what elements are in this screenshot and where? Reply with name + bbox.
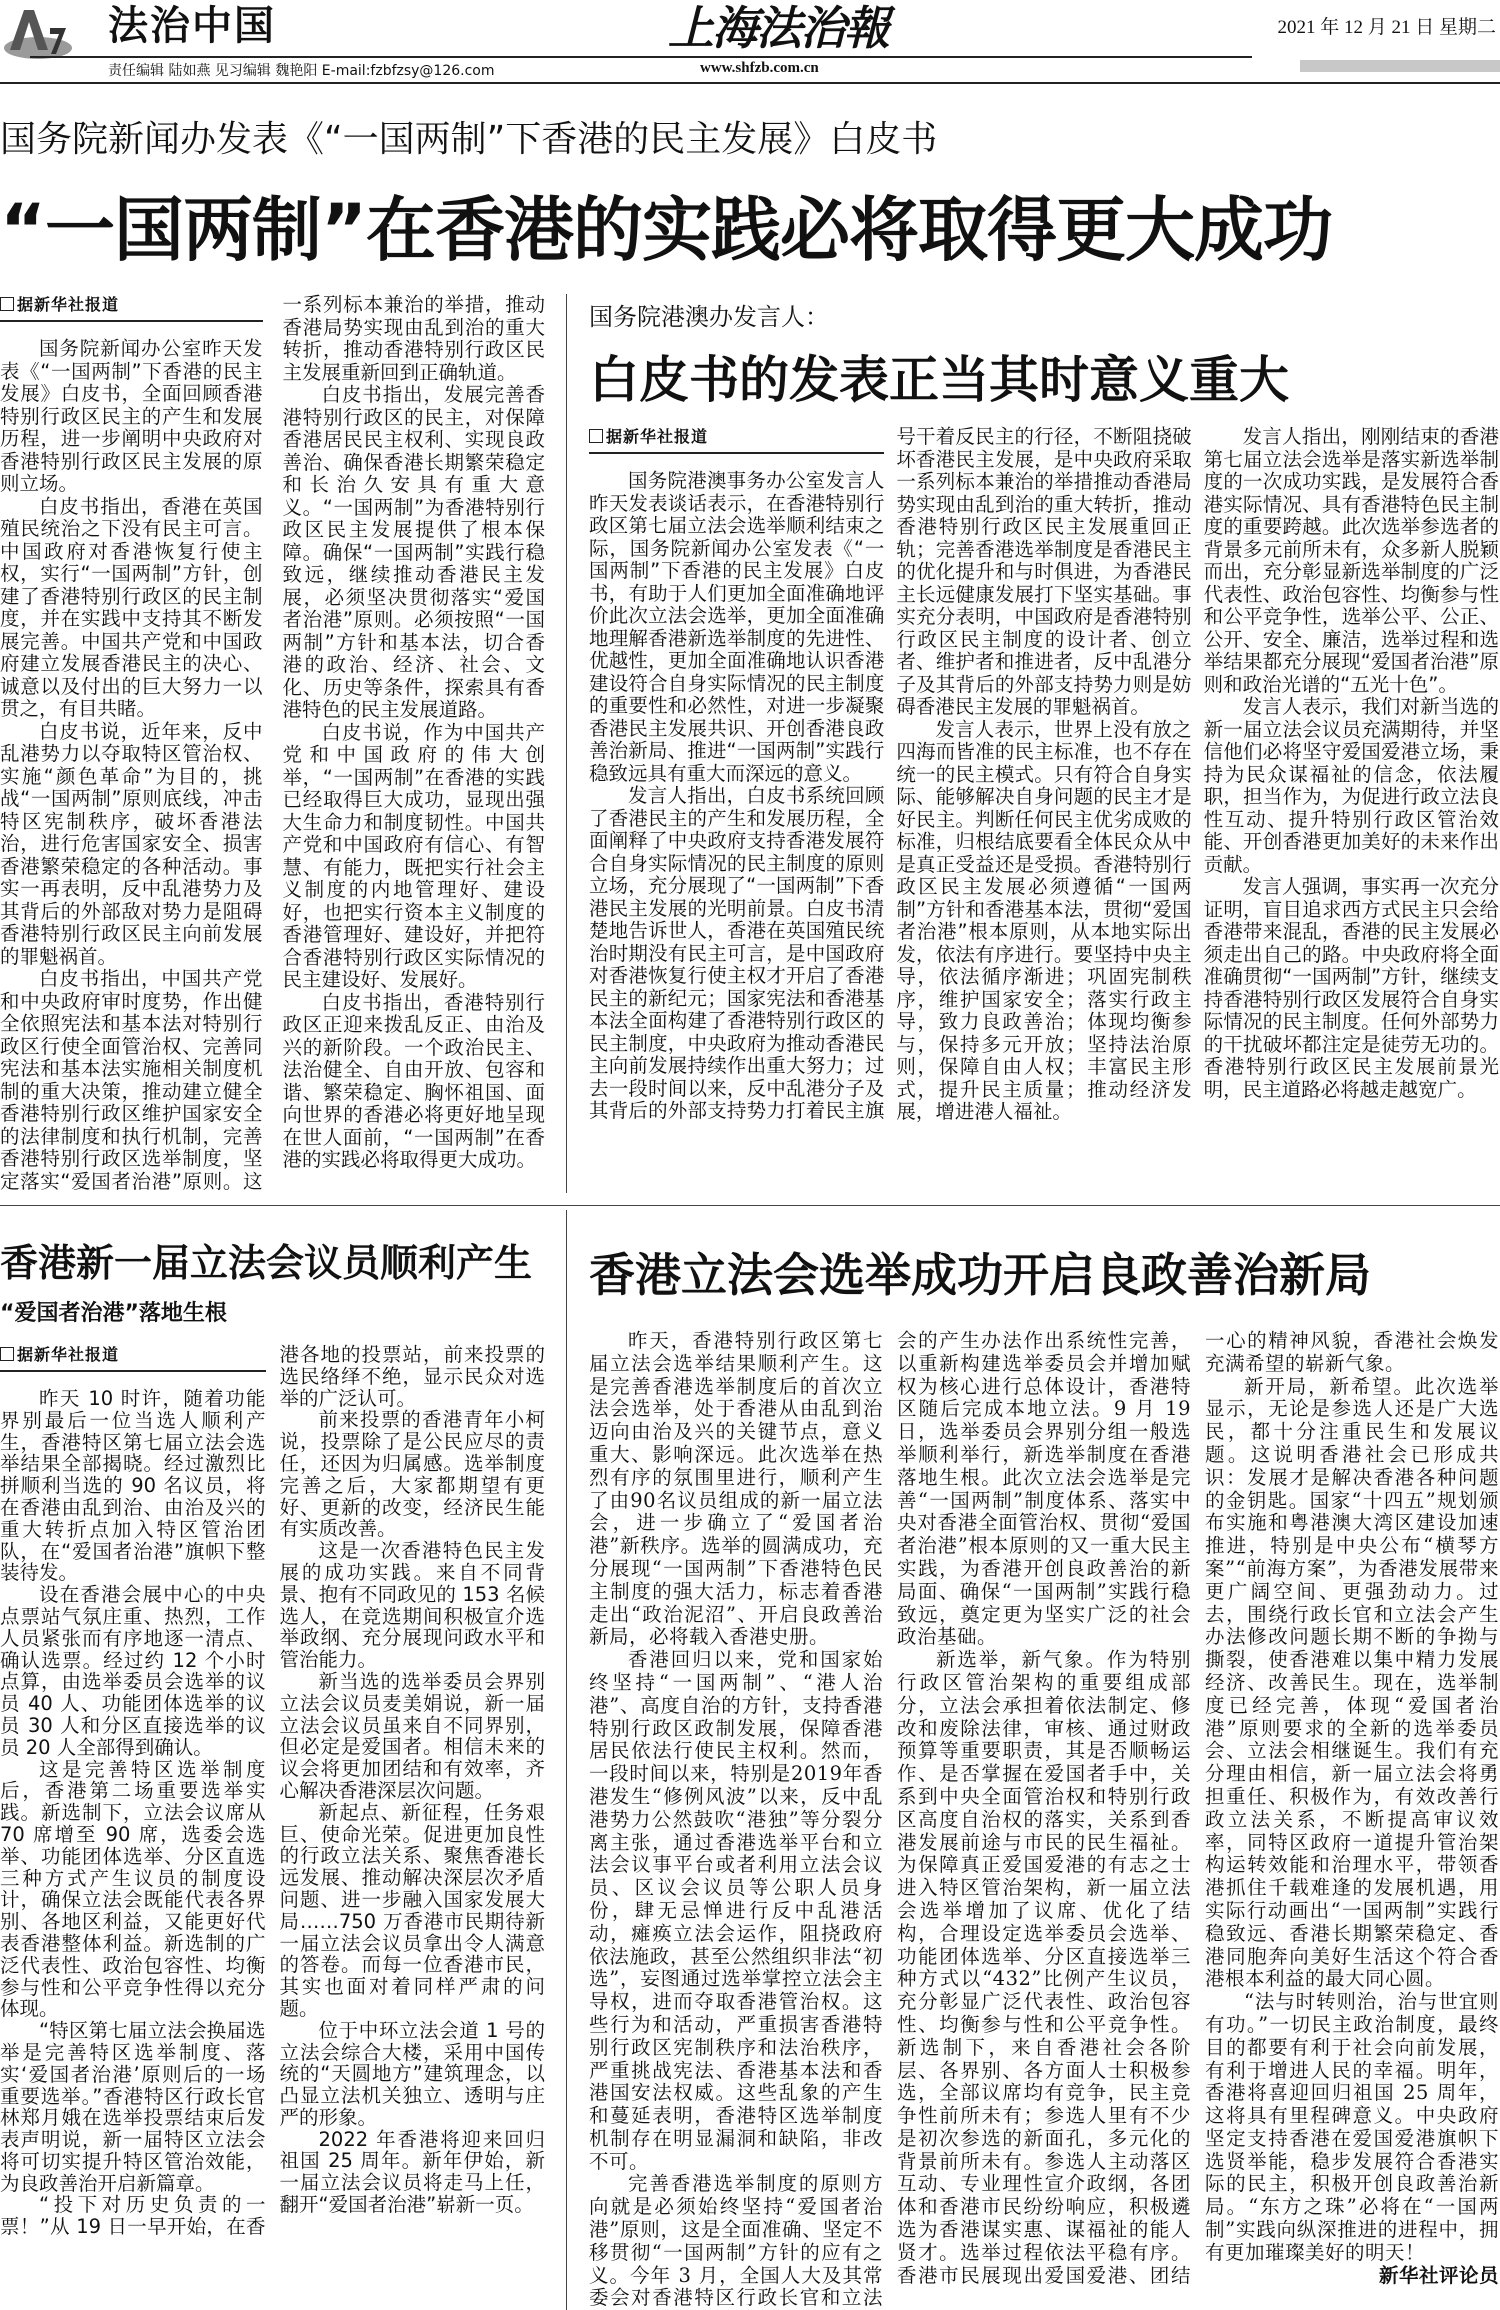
paragraph: 位于中环立法会道 1 号的立法会综合大楼，采用中国传统的“天圆地方”建筑理念，以凸显立法机关独立、透明与庄严的形象。	[279, 2018, 545, 2129]
byline-text: 据新华社报道	[17, 1345, 120, 1364]
author-signature: 新华社评论员	[1378, 2263, 1499, 2287]
header-rule-bottom	[0, 82, 1500, 84]
paragraph: 白皮书说，作为中国共产党和中国政府的伟大创举，“一国两制”在香港的实践已经取得巨大成功，显现出强大生命力和制度韧性。中国共产党和中国政府有信心、有智慧、有能力，既把实行社会主义制度的内地管理好、建设好，也把实行资本主义制度的香港管理好、建设好，并把符合香港特别行政区实际情况的民主建设好、发展好。	[282, 720, 545, 991]
column-divider	[566, 1210, 567, 2310]
legco-article	[0, 1210, 545, 2238]
section-name: 法治中国	[108, 3, 276, 49]
spokesperson-article	[589, 294, 1499, 1124]
website-url: www.shfzb.com.cn	[700, 60, 819, 76]
legco-subhead: “爱国者治港”落地生根	[0, 1301, 227, 1326]
paragraph: 前来投票的香港青年小柯说，投票除了是公民应尽的责任，还因为归属感。选举制度完善之后，大家都期望有更好、更新的改变，经济民生能有实质改善。	[279, 1408, 545, 1541]
square-icon	[0, 1347, 14, 1361]
byline	[0, 294, 263, 322]
legco-article-body	[0, 1344, 545, 2238]
paragraph: 白皮书说，近年来，反中乱港势力以夺取特区管治权、实施“颜色革命”为目的，挑战“一国两制”原则底线，冲击特区宪制秩序，破坏香港法治，进行危害国家安全、损害香港繁荣稳定的各种活动。事实一再表明，反中乱港势力及其背后的外部敌对势力是阻碍香港特别行政区民主向前发展的罪魁祸首。	[0, 719, 263, 968]
paragraph: 国务院港澳事务办公室发言人昨天发表谈话表示，在香港特别行政区第七届立法会选举顺利结束之际，国务院新闻办公室发表《“一国两制”下香港的民主发展》白皮书，有助于人们更加全面准确地评价此次立法会选举，更加全面准确地理解香港新选举制度的先进性、优越性，更加全面准确地认识香港建设符合自身实际情况的民主制度的重要性和必然性，对进一步凝聚香港民主发展共识、开创香港良政善治新局、推进“一国两制”实践行稳致远具有重大而深远的意义。	[589, 469, 885, 785]
commentary-article-body	[589, 1330, 1499, 2310]
paragraph: 新起点、新征程，任务艰巨、使命光荣。促进更加良性的行政立法关系、聚焦香港长远发展、推动解决深层次矛盾问题、进一步融入国家发展大局……750 万香港市民期待新一届立法会议员拿出令人满意的答卷。而每一位香港市民，其实也面对着同样严肃的问题。	[279, 1800, 545, 2020]
page-header	[0, 0, 1500, 90]
newspaper-masthead: 上海法治報	[668, 1, 888, 55]
commentary-article	[589, 1210, 1499, 2310]
paragraph: 发言人表示，我们对新当选的新一届立法会议员充满期待，并坚信他们必将坚守爱国爱港立场，秉持为民众谋福祉的信念，依法履职，担当作为，为促进行政立法良性互动、提升特别行政区管治效能、开创香港更加美好的未来作出贡献。	[1203, 695, 1499, 876]
paragraph: 新当选的选举委员会界别立法会议员麦美娟说，新一届立法会议员虽来自不同界别，但必定是爱国者。相信未来的议会将更加团结和有效率，齐心解决香港深层次问题。	[279, 1669, 545, 1802]
lead-article	[0, 294, 545, 1193]
header-bar	[1300, 60, 1500, 72]
paragraph: 昨天 10 时许，随着功能界别最后一位当选人顺利产生，香港特区第七届立法会选举结果全部揭晓。经过激烈比拼顺利当选的 90 名议员，将在香港由乱到治、由治及兴的重大转折点加入特区管治团队，在“爱国者治港”旗帜下整装待发。	[0, 1387, 266, 1585]
paragraph: 这是一次香港特色民主发展的成功实践。来自不同背景、抱有不同政见的 153 名候选人，在竞选期间积极宣介选举政纲、充分展现问政水平和管治能力。	[279, 1539, 545, 1672]
square-icon	[589, 429, 603, 443]
paragraph: 设在香港会展中心的中央点票站气氛庄重、热烈，工作人员紧张而有序地逐一清点、确认选票。经过约 12 个小时点算，由选举委员会选举的议员 40 人、功能团体选举的议员 30 人和分区直接选举的议员 20 人全部得到确认。	[0, 1583, 266, 1759]
paragraph: 新选举，新气象。作为特别行政区管治架构的重要组成部分，立法会承担着依法制定、修改和废除法律，审核、通过财政预算等重要职责，其是否顺畅运作、是否掌握在爱国者手中，关系到中央全面管治权和特别行政区高度自治权的落实，关系到香港发展前途与市民的民生福祉。为保障真正爱国爱港的有志之士进入特区管治架构，新一届立法会选举增加了议席、优化了结构，合理设定选举委员会选举、功能团体选举、分区直接选举三种方式以“432”比例产生议员，充分彰显广泛代表性、政治包容性、均衡参与性和公平竞争性。新选制下，来自香港社会各阶层、各界别、各方面人士积极参选，全部议席均有竞争，民主竞争性前所未有；参选人里有不少是初次参选的新面孔，多元化的背景前所未有。参选人主动落区互动、专业理性宣介政纲，各团体和香港市民纷纷响应，积极遴选为香港谋实惠、谋福祉的能人贤才。选举过程依法平稳有序。香港市民展现出爱国爱港、团结一心的精神风貌，香港社会焕发充满希望的崭新气象。	[897, 1329, 1499, 2287]
paragraph: 昨天，香港特别行政区第七届立法会选举结果顺利产生。这是完善香港选举制度后的首次立法会选举，处于香港从由乱到治迈向由治及兴的关键节点，意义重大、影响深远。此次选举在热烈有序的氛围里进行，顺利产生了由90名议员组成的新一届立法会，进一步确立了“爱国者治港”新秩序。选举的圆满成功，充分展现“一国两制”下香港特色民主制度的强大活力，标志着香港走出“政治泥沼”、开启良政善治新局，必将载入香港史册。	[589, 1329, 883, 1649]
paragraph: 发言人指出，刚刚结束的香港第七届立法会选举是落实新选举制度的一次成功实践，是发展符合香港实际情况、具有香港特色民主制度的重要跨越。此次选举参选者的背景多元前所未有，众多新人脱颖而出，充分彰显新选举制度的广泛代表性、政治包容性、均衡参与性和公平竞争性，选举公平、公正、公开、安全、廉洁，选举过程和选举结果都充分展现“爱国者治港”原则和政治光谱的“五光十色”。	[1203, 425, 1499, 696]
paragraph: 新开局，新希望。此次选举显示，无论是参选人还是广大选民，都十分注重民生和发展议题。这说明香港社会已形成共识：发展才是解决香港各种问题的金钥匙。国家“十四五”规划颁布实施和粤港澳大湾区建设加速推进，特别是中央公布“横琴方案”“前海方案”，为香港发展带来更广阔空间、更强劲动力。过去，围绕行政长官和立法会产生办法修改问题长期不断的争拗与撕裂，使香港难以集中精力发展经济、改善民生。现在，选举制度已经完善，体现“爱国者治港”原则要求的全新的选举委员会、立法会相继诞生。我们有充分理由相信，新一届立法会将勇担重任、积极作为，有效改善行政立法关系，不断提高审议效率，同特区政府一道提升管治架构运转效能和治理水平，带领香港抓住千载难逢的发展机遇，用实际行动画出“一国两制”实践行稳致远、香港长期繁荣稳定、香港同胞奔向美好生活这个符合香港根本利益的最大同心圆。	[1205, 1374, 1499, 1991]
spokesperson-article-body	[589, 426, 1499, 1124]
top-section	[0, 294, 1500, 1193]
byline	[589, 426, 884, 454]
spokesperson-headline: 白皮书的发表正当其时意义重大	[589, 351, 1289, 409]
editors-credit: 责任编辑 陆如燕 见习编辑 魏艳阳 E-mail:fzbfzsy@126.com	[108, 63, 495, 79]
section-divider	[0, 1205, 1500, 1206]
paragraph: 国务院新闻办公室昨天发表《“一国两制”下香港的民主发展》白皮书，全面回顾香港特别行政区民主的产生和发展历程，进一步阐明中央政府对香港特别行政区民主发展的原则立场。	[0, 337, 263, 495]
lead-headline: “一国两制”在香港的实践必将取得更大成功	[0, 189, 1333, 271]
paragraph: 白皮书指出，发展完善香港特别行政区的民主，对保障香港居民民主权利、实现良政善治、确保香港长期繁荣稳定和长治久安具有重大意义。“一国两制”为香港特别行政区民主发展提供了根本保障。确保“一国两制”实践行稳致远，继续推动香港民主发展，必须坚决贯彻落实“爱国者治港”原则。必须按照“一国两制”方针和基本法，切合香港的政治、经济、社会、文化、历史等条件，探索具有香港特色的民主发展道路。	[282, 383, 545, 721]
spokesperson-kicker: 国务院港澳办发言人：	[589, 303, 829, 331]
paragraph: 香港回归以来，党和国家始终坚持“一国两制”、“港人治港”、高度自治的方针，支持香港特别行政区政制发展，保障香港居民依法行使民主权利。然而，一段时间以来，特别是2019年香港发生“修例风波”以来，反中乱港势力公然鼓吹“港独”等分裂分离主张，通过香港选举平台和立法会议事平台或者利用立法会议员、区议会议员等公职人员身份，肆无忌惮进行反中乱港活动，瘫痪立法会运作，阻挠政府依法施政，甚至公然组织非法“初选”，妄图通过选举掌控立法会主导权，进而夺取香港管治权。这些行为和活动，严重损害香港特别行政区宪制秩序和法治秩序，严重挑战宪法、香港基本法和香港国安法权威。这些乱象的产生和蔓延表明，香港特区选举制度机制存在明显漏洞和缺陷，非改不可。	[589, 1648, 883, 2173]
bottom-section	[0, 1210, 1500, 2310]
paragraph: 2022 年香港将迎来回归祖国 25 周年。新年伊始，新一届立法会议员将走马上任，翻开“爱国者治港”崭新一页。	[279, 2127, 545, 2217]
paragraph: “投下对历史负责的一票！”从 19 日一早开始，在香港各地的投票站，前来投票的选民络绎不绝，显示民众对选举的广泛认可。	[0, 1343, 545, 2239]
paragraph: “法与时转则治，治与世宜则有功。”一切民主政治制度，最终目的都要有利于社会向前发展，有利于增进人民的幸福。明年，香港将喜迎回归祖国 25 周年，这将具有里程碑意义。中央政府坚定支持香港在爱国爱港旗帜下选贤举能，稳步发展符合香港实际的民主，积极开创良政善治新局。“东方之珠”必将在“一国两制”实践向纵深推进的进程中，拥有更加璀璨美好的明天！	[1205, 1990, 1499, 2264]
lead-article-body	[0, 294, 545, 1193]
paragraph: 完善香港选举制度的原则方向就是必须始终坚持“爱国者治港”原则，这是全面准确、坚定不移贯彻“一国两制”方针的应有之义。今年 3 月，全国人大及其常委会对香港特区行政长官和立法会的产生办法作出系统性完善，以重新构建选举委员会并增加赋权为核心进行总体设计，香港特区随后完成本地立法。9 月 19 日，选举委员会界别分组一般选举顺利举行，新选举制度在香港落地生根。此次立法会选举是完善“一国两制”制度体系、落实中央对香港全面管治权、贯彻“爱国者治港”根本原则的又一重大民主实践，为香港开创良政善治的新局面、确保“一国两制”实践行稳致远，奠定更为坚实广泛的社会政治基础。	[589, 1329, 1191, 2310]
byline-text: 据新华社报道	[17, 295, 120, 314]
byline	[0, 1344, 266, 1372]
commentary-headline: 香港立法会选举成功开启良政善治新局	[589, 1248, 1371, 1302]
square-icon	[0, 297, 14, 311]
paragraph: “特区第七届立法会换届选举是完善特区选举制度、落实‘爱国者治港’原则后的一场重要选举。”香港特区行政长官林郑月娥在选举投票结束后发表声明说，新一届特区立法会将可切实提升特区管治效能，为良政善治开启新篇章。	[0, 2019, 266, 2195]
paragraph: 发言人指出，白皮书系统回顾了香港民主的产生和发展历程，全面阐释了中央政府支持香港发展符合自身实际情况的民主制度的原则立场，充分展现了“一国两制”下香港民主发展的光明前景。白皮书清楚地告诉世人，香港在英国殖民统治时期没有民主可言，是中国政府对香港恢复行使主权才开启了香港民主的新纪元；国家宪法和香港基本法全面构建了香港特别行政区的民主制度，中央政府为推动香港民主向前发展持续作出重大努力；过去一段时间以来，反中乱港分子及其背后的外部支持势力打着民主旗号干着反民主的行径，不断阻挠破坏香港民主发展，是中央政府采取一系列标本兼治的举措推动香港局势实现由乱到治的重大转折，推动香港特别行政区民主发展重回正轨；完善香港选举制度是香港民主的优化提升和与时俱进，为香港民主长远健康发展打下坚实基础。事实充分表明，中国政府是香港特别行政区民主制度的设计者、创立者、维护者和推进者，反中乱港分子及其背后的外部支持势力则是妨碍香港民主发展的罪魁祸首。	[589, 425, 1192, 1122]
issue-date: 2021 年 12 月 21 日 星期二	[1277, 17, 1496, 38]
legco-headline: 香港新一届立法会议员顺利产生	[0, 1241, 533, 1285]
paragraph: 这是完善特区选举制度后，香港第二场重要选举实践。新选制下，立法会议席从 70 席增至 90 席，选委会选举、功能团体选举、分区直选三种方式产生议员的制度设计，确保立法会既能代表各界别、各地区利益，又能更好代表香港整体利益。新选制的广泛代表性、政治包容性、均衡参与性和公平竞争性得以充分体现。	[0, 1757, 266, 2021]
paragraph: 发言人表示，世界上没有放之四海而皆准的民主标准，也不存在统一的民主模式。只有符合自身实际、能够解决自身问题的民主才是好民主。判断任何民主优劣成败的标准，归根结底要看全体民众从中是真正受益还是受损。香港特别行政区民主发展必须遵循“一国两制”方针和香港基本法，贯彻“爱国者治港”根本原则，从本地实际出发，依法有序进行。要坚持中央主导，依法循序渐进；巩固宪制秩序，维护国家安全；落实行政主导，致力良政善治；体现均衡参与，保持多元开放；坚持法治原则，保障自由人权；丰富民主形式，提升民主质量；推动经济发展，增进港人福祉。	[896, 717, 1192, 1123]
lead-kicker: 国务院新闻办发表《“一国两制”下香港的民主发展》白皮书	[0, 119, 938, 160]
header-rule	[30, 56, 1252, 58]
paragraph: 白皮书指出，香港特别行政区正迎来拨乱反正、由治及兴的新阶段。一个政治民主、法治健全、自由开放、包容和谐、繁荣稳定、胸怀祖国、面向世界的香港必将更好地呈现在世人面前，“一国两制”在香港的实践必将取得更大成功。	[282, 990, 545, 1171]
paragraph: 白皮书指出，香港在英国殖民统治之下没有民主可言。中国政府对香港恢复行使主权，实行“一国两制”方针，创建了香港特别行政区的民主制度，并在实践中支持其不断发展完善。中国共产党和中国政府建立发展香港民主的决心、诚意以及付出的巨大努力一以贯之，有目共睹。	[0, 494, 263, 720]
byline-text: 据新华社报道	[606, 427, 709, 446]
page-number-logo	[2, 4, 80, 60]
column-divider	[566, 294, 567, 1193]
paragraph: 白皮书指出，中国共产党和中央政府审时度势，作出健全依照宪法和基本法对特别行政区行使全面管治权、完善同宪法和基本法实施相关制度机制的重大决策，推动建立健全香港特别行政区维护国家安全的法律制度和执行机制，完善香港特别行政区选举制度，坚定落实“爱国者治港”原则。这一系列标本兼治的举措，推动香港局势实现由乱到治的重大转折，推动香港特别行政区民主发展重新回到正确轨道。	[0, 293, 545, 1193]
paragraph: 发言人强调，事实再一次充分证明，盲目追求西方式民主只会给香港带来混乱，香港的民主发展必须走出自己的路。中央政府将全面准确贯彻“一国两制”方针，继续支持香港特别行政区发展符合自身实际情况的民主制度。任何外部势力的干扰破坏都注定是徒劳无功的。香港特别行政区民主发展前景光明，民主道路必将越走越宽广。	[1203, 875, 1499, 1101]
